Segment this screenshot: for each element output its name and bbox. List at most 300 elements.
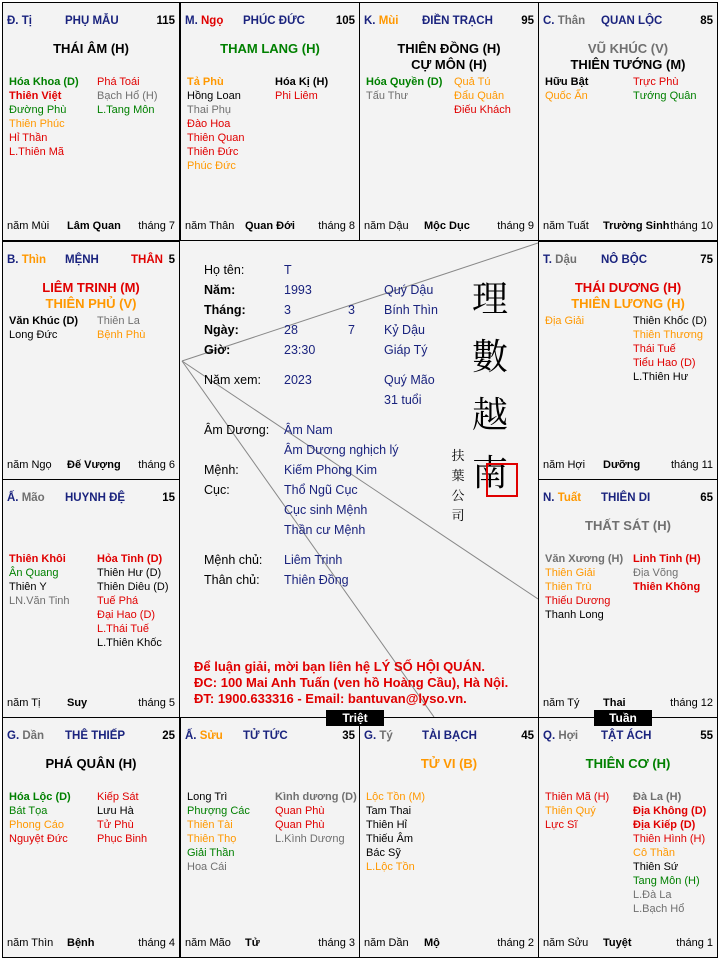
palace-age-number: 25	[162, 730, 175, 742]
minor-star: Tử Phù	[97, 819, 134, 831]
minor-star: Thanh Long	[545, 609, 604, 621]
minor-star: Đẩu Quân	[454, 90, 505, 102]
minor-stars-right	[97, 314, 145, 342]
palace-footer	[185, 937, 355, 951]
palace-header	[543, 254, 713, 270]
month-label: tháng 1	[676, 937, 713, 949]
palace-stem: G.	[7, 730, 20, 742]
yinyang-value: Âm Nam	[284, 423, 333, 437]
major-star: VŨ KHÚC (V)	[587, 41, 669, 56]
minor-stars-left	[545, 314, 584, 328]
decade-year: năm Dần	[364, 937, 409, 949]
minor-star: Tướng Quân	[633, 90, 697, 102]
minor-star: Địa Kiếp (D)	[633, 819, 696, 831]
day-lunar: 7	[348, 323, 355, 337]
palace-header	[7, 730, 175, 746]
minor-star: Phượng Các	[187, 805, 250, 817]
minor-stars-right	[633, 314, 707, 384]
palace-age-number: 105	[335, 15, 355, 27]
day-canchi: Kỷ Dậu	[384, 323, 425, 337]
major-star: LIÊM TRINH (M)	[42, 280, 140, 295]
minor-star: Quan Phù	[275, 819, 325, 831]
palace-name: ĐIỀN TRẠCH	[422, 15, 493, 27]
major-star: THAM LANG (H)	[220, 41, 320, 56]
destiny-value: Kiếm Phong Kim	[284, 463, 378, 477]
hour-value: 23:30	[284, 343, 316, 357]
minor-star: Thiên Giải	[545, 567, 596, 579]
minor-star: Thiên Thọ	[187, 833, 237, 845]
palace-ti	[2, 2, 180, 241]
major-star: THÁI ÂM (H)	[53, 41, 129, 56]
minor-star: L.Lộc Tồn	[366, 861, 415, 873]
view-year-value: 2023	[284, 373, 312, 387]
minor-stars-left	[366, 790, 425, 874]
palace-stem: K.	[364, 15, 376, 27]
body-lord-label: Thân chủ:	[204, 573, 260, 587]
minor-star: Đường Phù	[9, 104, 67, 116]
minor-star: Bát Tọa	[9, 805, 48, 817]
palace-footer	[543, 697, 713, 711]
minor-stars-right	[454, 75, 511, 117]
calligraphy-char: 南	[471, 453, 508, 494]
minor-stars-right	[633, 75, 697, 103]
palace-position	[7, 730, 44, 742]
minor-stars-left	[545, 75, 588, 103]
major-star: THIÊN CƠ (H)	[585, 756, 671, 771]
age-value: 31 tuổi	[384, 393, 422, 407]
minor-stars-right	[97, 790, 147, 846]
minor-star: Thiên Trù	[545, 581, 592, 593]
palace-stem: Đ.	[7, 15, 19, 27]
calligraphy-small-char: 司	[451, 509, 465, 524]
minor-star: Bạch Hổ (H)	[97, 90, 158, 102]
palace-stem: N.	[543, 492, 555, 504]
month-label: tháng 8	[318, 220, 355, 232]
minor-star: Địa Giải	[545, 315, 585, 327]
minor-star: Bệnh Phù	[97, 329, 146, 341]
palace-age-number: 55	[700, 730, 713, 742]
minor-star: Kiếp Sát	[97, 791, 139, 803]
minor-stars-right	[97, 75, 158, 117]
palace-than	[538, 2, 718, 241]
element-label: Cục:	[204, 483, 230, 497]
life-stage: Dưỡng	[603, 459, 641, 471]
month-label: tháng 12	[670, 697, 713, 709]
contact-address: ĐC: 100 Mai Anh Tuấn (ven hồ Hoàng Cầu), Hà Nội.	[194, 675, 509, 690]
palace-stem: M.	[185, 15, 198, 27]
calligraphy-small-char: 公	[451, 489, 465, 504]
minor-star: Thiên Không	[633, 581, 701, 593]
month-label: tháng 4	[138, 937, 175, 949]
minor-star: Hóa Khoa (D)	[9, 76, 79, 88]
palace-ty	[359, 717, 539, 958]
major-star: PHÁ QUÂN (H)	[45, 756, 137, 771]
minor-star: Hóa Lộc (D)	[9, 791, 71, 803]
month-label: tháng 7	[138, 220, 175, 232]
palace-footer	[7, 220, 175, 234]
decade-year: năm Sửu	[543, 937, 589, 949]
major-star: THIÊN ĐỒNG (H)	[397, 41, 501, 56]
minor-star: Bác Sỹ	[366, 847, 401, 859]
minor-star: L.Thái Tuế	[97, 623, 149, 635]
palace-age-number: 95	[521, 15, 534, 27]
life-stage: Tuyệt	[603, 937, 632, 949]
palace-age-number: 65	[700, 492, 713, 504]
minor-star: Quan Phù	[275, 805, 325, 817]
minor-star: Thiên Phúc	[9, 118, 65, 130]
month-lunar: 3	[348, 303, 355, 317]
palace-position	[7, 254, 46, 266]
palace-branch: Dần	[22, 730, 45, 742]
palace-age-number: 15	[162, 492, 175, 504]
palace-name: MỆNH	[65, 254, 99, 266]
minor-star: Thiên Sứ	[633, 861, 679, 873]
major-star: THIÊN PHỦ (V)	[45, 296, 137, 311]
month-label: tháng 5	[138, 697, 175, 709]
decade-year: năm Hợi	[543, 459, 586, 471]
palace-stem: C.	[543, 15, 555, 27]
minor-star: Ân Quang	[9, 567, 59, 579]
palace-header	[364, 15, 534, 31]
minor-star: L.Bạch Hổ	[633, 903, 685, 915]
minor-star: Tiểu Hao (D)	[633, 357, 696, 369]
calligraphy-small-char: 扶	[451, 449, 465, 464]
minor-star: Đà La (H)	[633, 791, 682, 803]
palace-footer	[364, 937, 534, 951]
palace-branch: Tuất	[557, 492, 582, 504]
palace-dan	[2, 717, 180, 958]
body-lord-value: Thiên Đồng	[284, 573, 349, 587]
minor-star: Thiên Khôi	[9, 553, 66, 565]
palace-stem: B.	[7, 254, 19, 266]
palace-name: QUAN LỘC	[601, 15, 663, 27]
yinyang-label: Âm Dương:	[204, 423, 270, 437]
decade-year: năm Ngọ	[7, 459, 52, 471]
body-palace-marker: THÂN	[131, 254, 163, 266]
minor-star: Quả Tú	[454, 76, 491, 88]
minor-star: Hóa Quyền (D)	[366, 76, 443, 88]
minor-star: Thiên Quý	[545, 805, 596, 817]
palace-stem: Ấ.	[7, 492, 19, 504]
month-label: tháng 10	[670, 220, 713, 232]
minor-star: L.Thiên Khốc	[97, 637, 162, 649]
decade-year: năm Tị	[7, 697, 41, 709]
minor-star: Điếu Khách	[454, 104, 511, 116]
hour-canchi: Giáp Tý	[384, 343, 428, 357]
major-star: TỬ VI (B)	[420, 756, 478, 771]
minor-stars-right	[275, 75, 328, 103]
minor-star: Cô Thần	[633, 847, 675, 859]
decade-year: năm Mùi	[7, 220, 50, 232]
minor-star: Thiên Mã (H)	[545, 791, 610, 803]
major-star: THÁI DƯƠNG (H)	[574, 280, 682, 295]
palace-footer	[7, 459, 175, 473]
destiny-label: Mệnh:	[204, 463, 239, 477]
minor-star: Phục Binh	[97, 833, 148, 845]
palace-footer	[543, 220, 713, 234]
palace-name: HUYNH ĐỆ	[65, 492, 126, 504]
palace-position	[185, 730, 223, 742]
palace-branch: Ngọ	[200, 15, 224, 27]
minor-star: Thiên Hình (H)	[633, 833, 706, 845]
red-seal-stamp	[486, 463, 518, 497]
palace-stem: Ấ.	[185, 730, 197, 742]
minor-star: Thiên Hư (D)	[97, 567, 162, 579]
minor-star: Kình dương (D)	[275, 791, 357, 803]
palace-mao	[2, 479, 180, 718]
palace-branch: Thân	[557, 15, 586, 27]
minor-star: Tam Thai	[366, 805, 412, 817]
minor-star: Lộc Tồn (M)	[366, 791, 426, 803]
minor-star: Trực Phù	[633, 76, 679, 88]
minor-star: Thiếu Âm	[366, 833, 414, 845]
palace-branch: Thìn	[21, 254, 46, 266]
life-stage: Trường Sinh	[603, 220, 670, 232]
minor-star: Lưu Hà	[97, 805, 134, 817]
palace-age-number: 75	[700, 254, 713, 266]
minor-star: Thiên Thương	[633, 329, 704, 341]
minor-star: L.Tang Môn	[97, 104, 155, 116]
palace-age-number: 35	[342, 730, 355, 742]
month-label: Tháng:	[204, 303, 246, 317]
center-info-panel	[180, 241, 538, 717]
name-value: T	[284, 263, 292, 277]
palace-tuat	[538, 479, 718, 718]
minor-star: Thiên Diêu (D)	[97, 581, 169, 593]
calligraphy-char: 越	[471, 395, 508, 436]
palace-header	[543, 15, 713, 31]
palace-name: PHỤ MẪU	[65, 15, 119, 27]
destiny-lord-value: Liêm Trinh	[284, 553, 343, 567]
palace-footer	[7, 697, 175, 711]
decade-year: năm Thìn	[7, 937, 54, 949]
yinyang-note: Âm Dương nghịch lý	[284, 443, 399, 457]
palace-branch: Sửu	[199, 730, 223, 742]
palace-stem: G.	[364, 730, 377, 742]
minor-star: Hoa Cái	[187, 861, 227, 873]
palace-header	[7, 15, 175, 31]
minor-stars-right	[633, 552, 701, 594]
palace-age-number: 5	[168, 254, 175, 266]
palace-header	[364, 730, 534, 746]
life-stage: Lâm Quan	[67, 220, 121, 232]
minor-star: Thiên Khốc (D)	[633, 315, 707, 327]
major-star: THIÊN LƯƠNG (H)	[571, 296, 685, 311]
minor-star: Thiên La	[97, 315, 140, 327]
minor-star: Đào Hoa	[187, 118, 231, 130]
minor-star: Thiên Đức	[187, 146, 239, 158]
minor-stars-left	[9, 75, 79, 159]
palace-branch: Tý	[379, 730, 393, 742]
palace-position	[543, 730, 578, 742]
minor-stars-left	[545, 790, 609, 832]
decade-year: năm Tuất	[543, 220, 589, 232]
palace-position	[185, 15, 223, 27]
minor-star: LN.Văn Tinh	[9, 595, 70, 607]
palace-position	[543, 492, 581, 504]
life-stage: Mộc Dục	[424, 220, 470, 232]
life-stage: Đế Vượng	[67, 459, 121, 471]
minor-star: Địa Võng	[633, 567, 679, 579]
decade-year: năm Mão	[185, 937, 231, 949]
minor-star: Thiên Tài	[187, 819, 233, 831]
palace-header	[185, 730, 355, 746]
palace-footer	[364, 220, 534, 234]
minor-star: Thiếu Dương	[545, 595, 611, 607]
minor-star: Phá Toái	[97, 76, 140, 88]
palace-suu	[180, 717, 360, 958]
minor-stars-right	[97, 552, 169, 650]
minor-star: Tấu Thư	[366, 90, 409, 102]
year-value: 1993	[284, 283, 312, 297]
palace-branch: Mão	[21, 492, 45, 504]
palace-stem: Q.	[543, 730, 556, 742]
view-year-label: Năm xem:	[204, 373, 261, 387]
palace-header	[543, 492, 713, 508]
palace-name: TẬT ÁCH	[601, 730, 652, 742]
contact-line-1: Để luận giải, mời bạn liên hệ LÝ SỐ HỘI QUÁN.	[194, 659, 485, 674]
major-star: CỰ MÔN (H)	[411, 57, 487, 72]
minor-star: Thai Phụ	[187, 104, 232, 116]
minor-star: Thiên Hỉ	[366, 819, 407, 831]
minor-star: Hỏa Tinh (D)	[97, 553, 163, 565]
major-star: THẤT SÁT (H)	[585, 518, 671, 533]
minor-stars-left	[9, 314, 78, 342]
minor-star: Hữu Bật	[545, 76, 589, 88]
minor-star: Tả Phù	[187, 76, 224, 88]
minor-star: Hỉ Thần	[9, 132, 48, 144]
month-label: tháng 11	[670, 459, 713, 471]
month-label: tháng 2	[497, 937, 534, 949]
minor-star: Nguyệt Đức	[9, 833, 68, 845]
minor-stars-left	[187, 75, 244, 173]
palace-position	[364, 730, 393, 742]
palace-ngo	[180, 2, 360, 241]
minor-star: L.Kình Dương	[275, 833, 345, 845]
minor-star: Thiên Quan	[187, 132, 245, 144]
tuan-marker: Tuần	[594, 710, 652, 726]
palace-footer	[543, 937, 713, 951]
palace-stem: T.	[543, 254, 552, 266]
palace-name: PHÚC ĐỨC	[243, 15, 305, 27]
minor-stars-left	[187, 790, 250, 874]
minor-star: L.Thiên Mã	[9, 146, 65, 158]
palace-thin	[2, 241, 180, 480]
palace-hoi	[538, 717, 718, 958]
palace-branch: Mùi	[378, 15, 399, 27]
minor-stars-left	[9, 552, 70, 608]
major-star: THIÊN TƯỚNG (M)	[570, 57, 686, 72]
month-value: 3	[284, 303, 291, 317]
calligraphy-small-char: 葉	[451, 469, 465, 484]
minor-star: Giải Thần	[187, 847, 235, 859]
year-canchi: Quý Dậu	[384, 283, 434, 297]
palace-position	[543, 15, 585, 27]
minor-stars-right	[275, 790, 357, 846]
minor-star: Tuế Phá	[97, 595, 139, 607]
decade-year: năm Dậu	[364, 220, 409, 232]
element-value: Thổ Ngũ Cục	[284, 483, 358, 497]
palace-mui	[359, 2, 539, 241]
palace-header	[7, 492, 175, 508]
minor-stars-left	[545, 552, 623, 622]
minor-stars-left	[9, 790, 71, 846]
palace-branch: Hợi	[558, 730, 579, 742]
calligraphy-char: 數	[471, 337, 508, 378]
element-note1: Cục sinh Mệnh	[284, 503, 368, 517]
minor-star: Văn Khúc (D)	[9, 315, 79, 327]
name-label: Họ tên:	[204, 263, 245, 277]
minor-star: Long Đức	[9, 329, 58, 341]
palace-name: TỬ TỨC	[243, 730, 288, 742]
life-stage: Thai	[603, 697, 626, 709]
palace-footer	[185, 220, 355, 234]
minor-star: Địa Không (D)	[633, 805, 707, 817]
minor-star: Thái Tuế	[633, 343, 676, 355]
minor-star: Hồng Loan	[187, 90, 241, 102]
life-stage: Mộ	[424, 937, 440, 949]
calligraphy-small	[448, 447, 468, 527]
palace-header	[7, 254, 175, 270]
palace-name: THIÊN DI	[601, 492, 651, 504]
palace-footer	[543, 459, 713, 473]
year-label: Năm:	[204, 283, 236, 297]
minor-star: L.Thiên Hư	[633, 371, 689, 383]
minor-star: Hóa Kị (H)	[275, 76, 329, 88]
palace-name: THÊ THIẾP	[65, 730, 126, 742]
day-value: 28	[284, 323, 298, 337]
contact-phone-email: ĐT: 1900.633316 - Email: bantuvan@lyso.vn.	[194, 691, 467, 706]
palace-age-number: 45	[521, 730, 534, 742]
palace-name: TÀI BẠCH	[422, 730, 477, 742]
minor-star: Phúc Đức	[187, 160, 236, 172]
decade-year: năm Thân	[185, 220, 235, 232]
view-year-canchi: Quý Mão	[384, 373, 435, 387]
decade-year: năm Tý	[543, 697, 580, 709]
month-label: tháng 9	[497, 220, 534, 232]
minor-star: Đại Hao (D)	[97, 609, 156, 621]
palace-dau	[538, 241, 718, 480]
minor-stars-left	[366, 75, 442, 103]
palace-position	[7, 15, 32, 27]
minor-star: Phong Cáo	[9, 819, 65, 831]
minor-stars-right	[633, 790, 706, 916]
palace-header	[185, 15, 355, 31]
minor-star: Thiên Y	[9, 581, 47, 593]
calligraphy-char: 理	[471, 279, 508, 320]
minor-star: Phi Liêm	[275, 90, 318, 102]
life-stage: Tử	[245, 937, 260, 949]
minor-star: L.Đà La	[633, 889, 672, 901]
palace-position	[364, 15, 399, 27]
life-stage: Suy	[67, 697, 88, 709]
life-stage: Bệnh	[67, 937, 95, 949]
minor-star: Tang Môn (H)	[633, 875, 700, 887]
day-label: Ngày:	[204, 323, 239, 337]
minor-star: Văn Xương (H)	[545, 553, 624, 565]
minor-star: Quốc Ấn	[545, 90, 588, 102]
hour-label: Giờ:	[204, 343, 231, 357]
minor-star: Long Trì	[187, 791, 228, 803]
palace-name: NÔ BỘC	[601, 254, 647, 266]
month-canchi: Bính Thìn	[384, 303, 438, 317]
destiny-lord-label: Mệnh chủ:	[204, 553, 263, 567]
month-label: tháng 3	[318, 937, 355, 949]
palace-age-number: 85	[700, 15, 713, 27]
palace-branch: Dậu	[555, 254, 577, 266]
element-note2: Thần cư Mệnh	[284, 523, 366, 537]
minor-star: Thiên Việt	[9, 90, 62, 102]
